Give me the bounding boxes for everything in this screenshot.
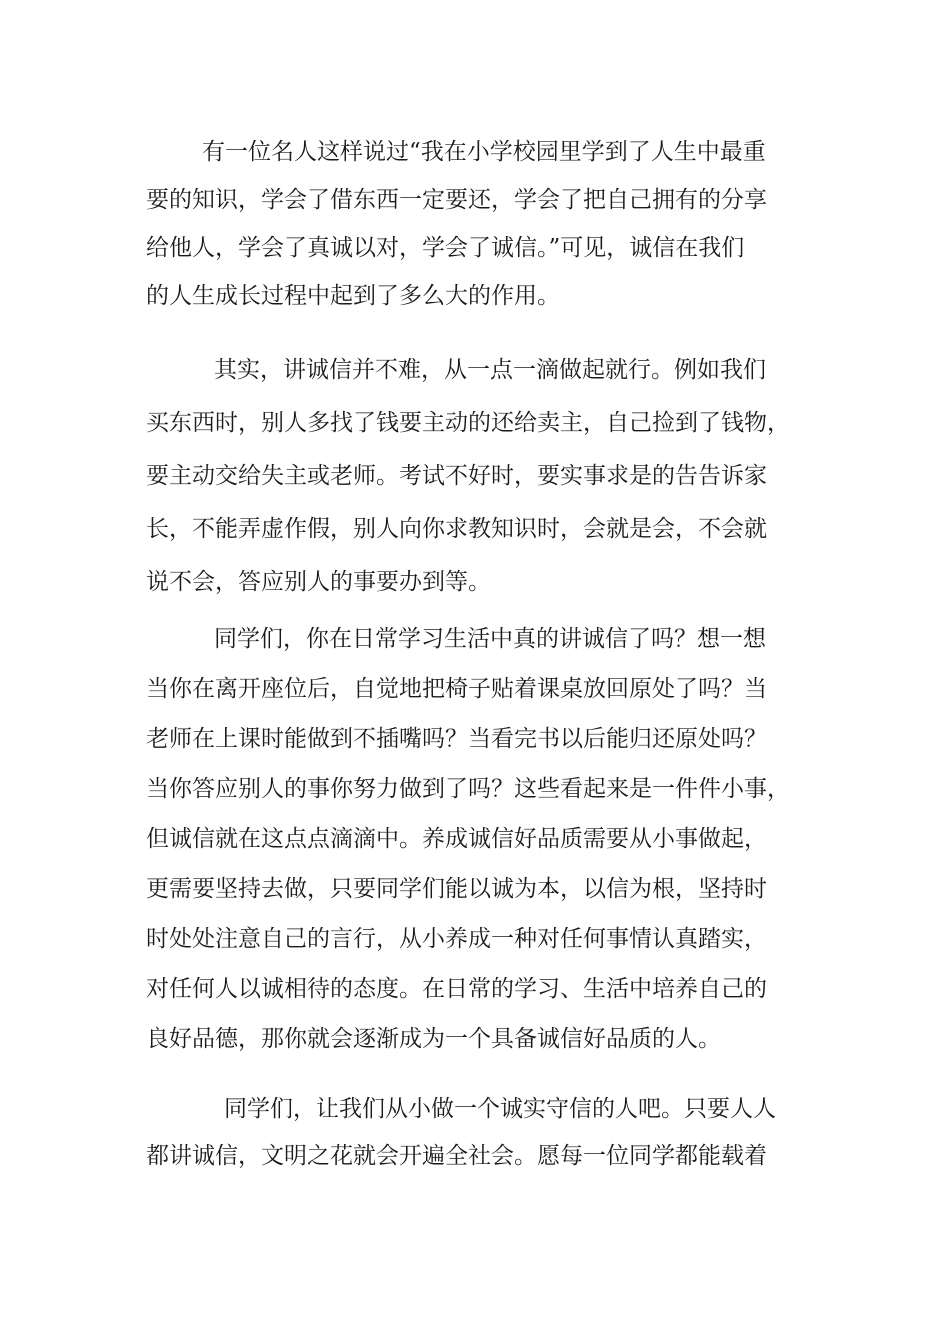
paragraph-line: 的人生成长过程中起到了多么大的作用。: [146, 283, 560, 309]
paragraph-line: 当你答应别人的事你努力做到了吗？这些看起来是一件件小事，: [146, 776, 790, 802]
paragraph-line: 对任何人以诚相待的态度。在日常的学习、生活中培养自己的: [146, 976, 767, 1002]
paragraph-line: 都讲诚信，文明之花就会开遍全社会。愿每一位同学都能载着: [146, 1143, 767, 1169]
paragraph-line: 给他人，学会了真诚以对，学会了诚信。”可见，诚信在我们: [146, 235, 745, 261]
paragraph-line: 买东西时，别人多找了钱要主动的还给卖主，自己捡到了钱物，: [146, 410, 790, 436]
paragraph-line: 时处处注意自己的言行，从小养成一种对任何事情认真踏实，: [146, 926, 767, 952]
paragraph-line: 有一位名人这样说过“我在小学校园里学到了人生中最重: [202, 139, 766, 165]
paragraph-line: 老师在上课时能做到不插嘴吗？当看完书以后能归还原处吗？: [146, 726, 767, 752]
paragraph-line: 更需要坚持去做，只要同学们能以诚为本，以信为根，坚持时: [146, 876, 767, 902]
paragraph-line: 长，不能弄虚作假，别人向你求教知识时，会就是会，不会就: [146, 516, 767, 542]
paragraph-line: 良好品德，那你就会逐渐成为一个具备诚信好品质的人。: [146, 1026, 721, 1052]
paragraph-line: 说不会，答应别人的事要办到等。: [146, 569, 491, 595]
paragraph-line: 同学们，让我们从小做一个诚实守信的人吧。只要人人: [224, 1096, 776, 1122]
paragraph-line: 但诚信就在这点点滴滴中。养成诚信好品质需要从小事做起，: [146, 826, 767, 852]
paragraph-line: 同学们，你在日常学习生活中真的讲诚信了吗？想一想: [214, 626, 766, 652]
paragraph-line: 当你在离开座位后，自觉地把椅子贴着课桌放回原处了吗？当: [146, 676, 767, 702]
paragraph-line: 要的知识，学会了借东西一定要还，学会了把自己拥有的分享: [146, 187, 767, 213]
paragraph-line: 其实，讲诚信并不难，从一点一滴做起就行。例如我们: [214, 357, 766, 383]
paragraph-line: 要主动交给失主或老师。考试不好时，要实事求是的告告诉家: [146, 463, 767, 489]
